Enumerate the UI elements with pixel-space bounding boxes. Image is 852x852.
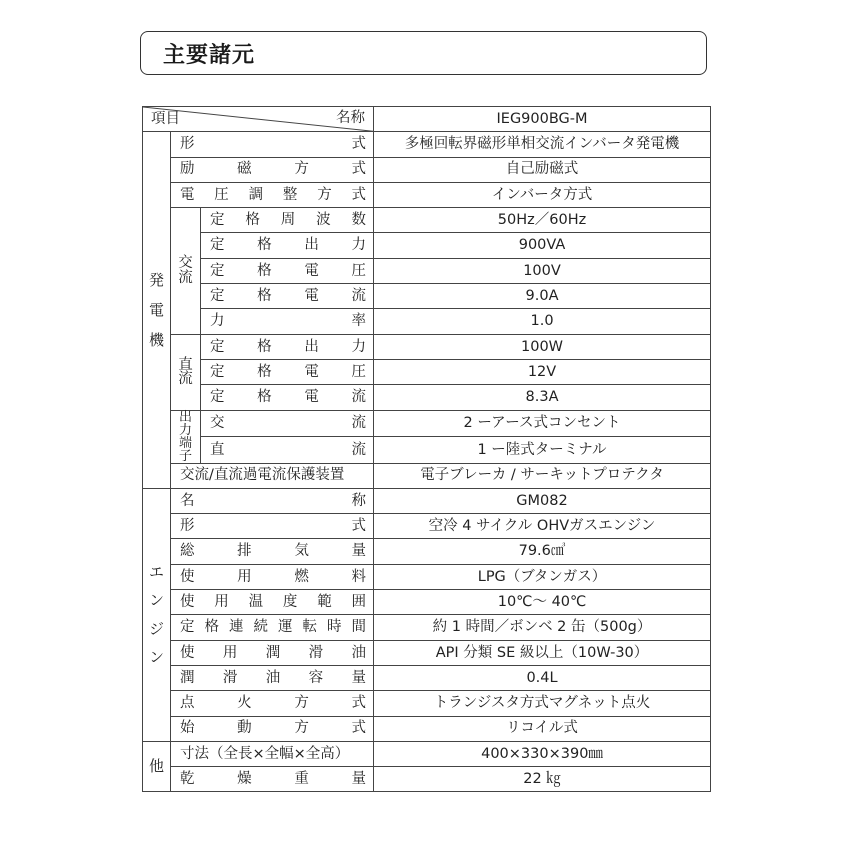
table-row	[143, 514, 711, 539]
row-value: API 分類 SE 級以上（10W-30）	[374, 640, 711, 665]
row-label: 定格出力	[201, 233, 374, 258]
row-value: LPG（ブタンガス）	[374, 564, 711, 589]
table-row	[143, 640, 711, 665]
row-label: 定格電圧	[201, 359, 374, 384]
row-label: 総排気量	[171, 539, 374, 564]
row-label: 電圧調整方式	[171, 182, 374, 207]
table-row	[143, 615, 711, 640]
name-header: 名称	[336, 110, 366, 126]
row-value: 50Hz／60Hz	[374, 208, 711, 233]
table-row	[143, 208, 711, 233]
row-label: 潤滑油容量	[171, 665, 374, 690]
row-label: 定格電流	[201, 385, 374, 410]
row-value: 多極回転界磁形単相交流インバータ発電機	[374, 132, 711, 157]
row-value: 空冷 4 サイクル OHVガスエンジン	[374, 514, 711, 539]
row-label: 定格周波数	[201, 208, 374, 233]
table-row	[143, 410, 711, 437]
row-value: 8.3A	[374, 385, 711, 410]
table-row	[143, 132, 711, 157]
spec-table	[142, 106, 711, 792]
row-value: 自己励磁式	[374, 157, 711, 182]
table-row	[143, 284, 711, 309]
table-row	[143, 741, 711, 766]
table-row	[143, 385, 711, 410]
row-label: 形式	[171, 514, 374, 539]
row-value: インバータ方式	[374, 182, 711, 207]
row-value: 900VA	[374, 233, 711, 258]
row-value: 9.0A	[374, 284, 711, 309]
table-row	[143, 437, 711, 464]
table-row	[143, 233, 711, 258]
table-row	[143, 182, 711, 207]
row-value: 400×330×390㎜	[374, 741, 711, 766]
row-label: 励 磁 方 式	[171, 157, 374, 182]
table-row	[143, 463, 711, 488]
subcategory-ac: 交 流	[171, 208, 201, 334]
row-label: 使用燃料	[171, 564, 374, 589]
title-box	[140, 31, 707, 75]
page-title: 主要諸元	[163, 43, 256, 68]
table-row	[143, 309, 711, 334]
category-engine: エ ン ジ ン	[143, 488, 171, 741]
table-row	[143, 334, 711, 359]
table-row	[143, 488, 711, 513]
subcategory-output-terminal: 出 力 端 子	[171, 410, 201, 463]
row-label: 形 式	[171, 132, 374, 157]
row-label: 点火方式	[171, 691, 374, 716]
row-label: 力率	[201, 309, 374, 334]
table-row	[143, 716, 711, 741]
row-label: 使用温度範囲	[171, 590, 374, 615]
table-header-row	[143, 107, 711, 132]
table-row	[143, 767, 711, 792]
row-value: 約 1 時間／ボンベ 2 缶（500g）	[374, 615, 711, 640]
row-value: GM082	[374, 488, 711, 513]
row-label: 直流	[201, 437, 374, 464]
row-label: 乾燥重量	[171, 767, 374, 792]
row-label: 始動方式	[171, 716, 374, 741]
row-label: 使用潤滑油	[171, 640, 374, 665]
category-generator: 発 電 機	[143, 132, 171, 489]
table-row	[143, 359, 711, 384]
category-other: 他	[143, 741, 171, 792]
subcategory-dc: 直 流	[171, 334, 201, 410]
row-label: 交流/直流過電流保護装置	[171, 463, 374, 488]
row-value: 100W	[374, 334, 711, 359]
item-header: 項目	[151, 111, 180, 127]
table-row	[143, 691, 711, 716]
row-value: リコイル式	[374, 716, 711, 741]
row-label: 定格出力	[201, 334, 374, 359]
table-row	[143, 590, 711, 615]
table-row	[143, 564, 711, 589]
row-value: 1.0	[374, 309, 711, 334]
table-row	[143, 539, 711, 564]
model-name: IEG900BG-M	[374, 107, 711, 132]
header-diagonal-cell	[143, 107, 374, 132]
row-value: 12V	[374, 359, 711, 384]
row-value: 0.4L	[374, 665, 711, 690]
row-label: 名称	[171, 488, 374, 513]
row-label: 定格電圧	[201, 258, 374, 283]
row-value: トランジスタ方式マグネット点火	[374, 691, 711, 716]
row-value: 電子ブレーカ / サーキットプロテクタ	[374, 463, 711, 488]
table-row	[143, 258, 711, 283]
row-value: 22 ㎏	[374, 767, 711, 792]
row-value: 10℃～ 40℃	[374, 590, 711, 615]
row-value: 79.6㎤	[374, 539, 711, 564]
table-row	[143, 157, 711, 182]
row-value: 100V	[374, 258, 711, 283]
row-label: 定格電流	[201, 284, 374, 309]
row-value: 2 ーアース式コンセント	[374, 410, 711, 437]
row-label: 定格連続運転時間	[171, 615, 374, 640]
row-label: 寸法（全長×全幅×全高）	[171, 741, 374, 766]
row-value: 1 ー陸式ターミナル	[374, 437, 711, 464]
table-row	[143, 665, 711, 690]
row-label: 交流	[201, 410, 374, 437]
